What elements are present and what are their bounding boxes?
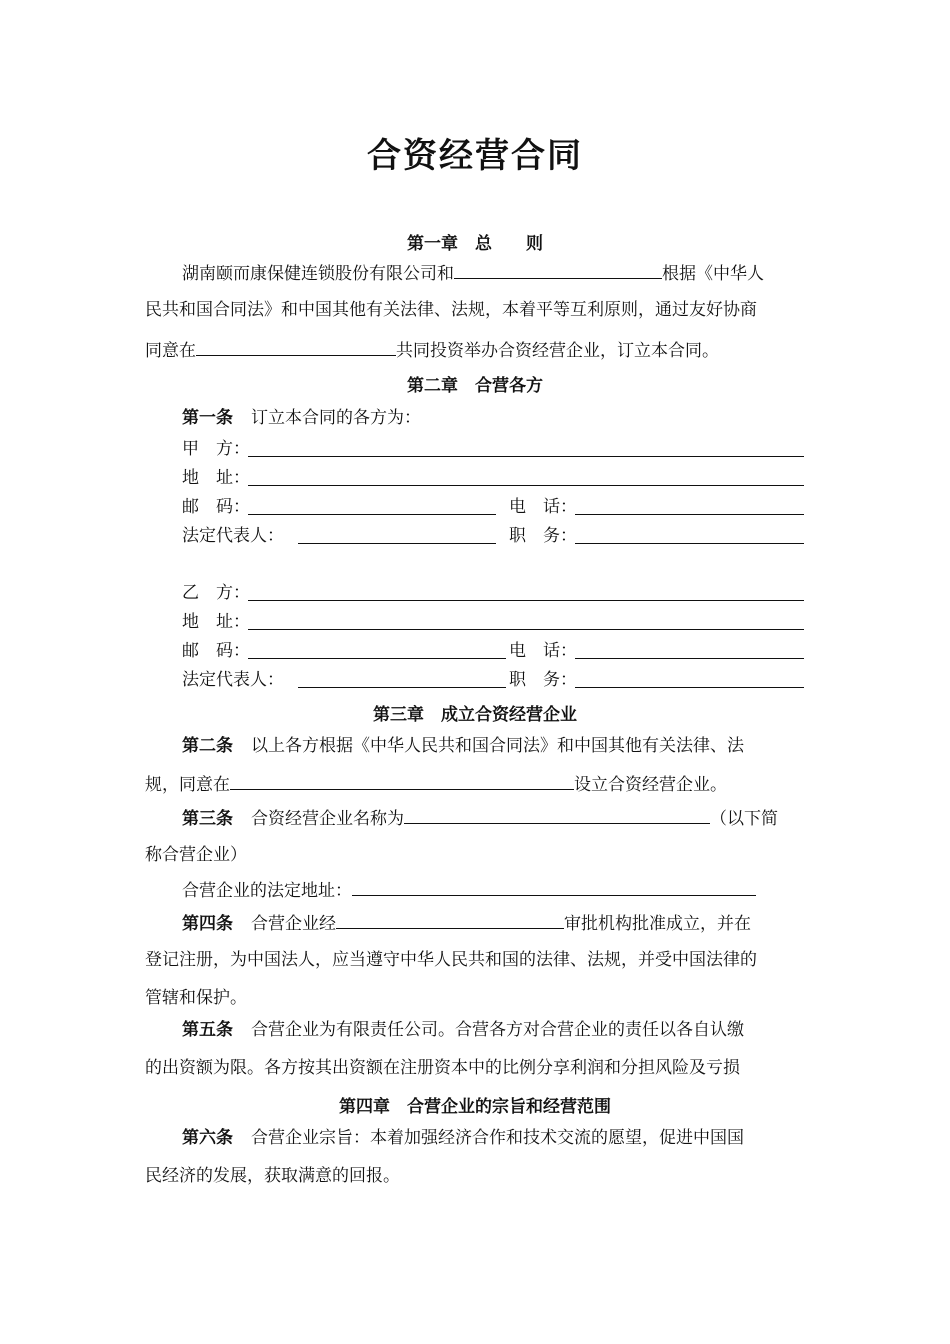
article-3-line-1: 第三条 合资经营企业名称为 （以下简 (182, 805, 778, 831)
party-b-title-label: 职 务： (509, 670, 577, 690)
article-3-line-2: 称合营企业） (145, 845, 247, 865)
document-title: 合资经营合同 (367, 136, 583, 176)
party-b-phone-label: 电 话： (509, 641, 577, 661)
party-b-name-field[interactable] (248, 600, 804, 601)
party-a-name-label: 甲 方： (182, 439, 250, 459)
party-a-phone-field[interactable] (575, 514, 804, 515)
party-b-address-field[interactable] (248, 629, 804, 630)
article-label: 第三条 (182, 809, 233, 829)
approval-authority-blank[interactable] (336, 910, 564, 929)
article-4-line-2: 登记注册，为中国法人，应当遵守中华人民共和国的法律、法规，并受中国法律的 (145, 950, 757, 970)
party-a-title-label: 职 务： (509, 526, 577, 546)
party-b-zip-field[interactable] (248, 658, 506, 659)
article-5-line-1: 第五条 合营企业为有限责任公司。合营各方对合营企业的责任以各自认缴 (182, 1020, 744, 1040)
location-blank[interactable] (196, 337, 396, 356)
intro-line-2: 民共和国合同法》和中国其他有关法律、法规，本着平等互利原则，通过友好协商 (145, 300, 757, 320)
party-a-zip-field[interactable] (248, 514, 496, 515)
chapter-2-heading: 第二章 合营各方 (407, 376, 543, 396)
party-a-address-label: 地 址： (182, 468, 250, 488)
article-label: 第四条 (182, 914, 233, 934)
party-a-rep-label: 法定代表人： (182, 526, 284, 546)
article-label: 第五条 (182, 1020, 233, 1040)
article-5-line-2: 的出资额为限。各方按其出资额在注册资本中的比例分享利润和分担风险及亏损 (145, 1058, 740, 1078)
party-b-zip-label: 邮 码： (182, 641, 250, 661)
article-label: 第六条 (182, 1128, 233, 1148)
article-1: 第一条 订立本合同的各方为： (182, 408, 421, 428)
intro-line-3: 同意在 共同投资举办合资经营企业，订立本合同。 (145, 337, 719, 363)
article-label: 第一条 (182, 408, 233, 428)
party-a-phone-label: 电 话： (509, 497, 577, 517)
party-a-address-field[interactable] (248, 485, 804, 486)
party-b-title-field[interactable] (575, 687, 804, 688)
legal-address-blank[interactable] (352, 877, 756, 896)
article-2-line-2: 规，同意在 设立合资经营企业。 (145, 771, 727, 797)
chapter-3-heading: 第三章 成立合资经营企业 (373, 705, 577, 725)
party-b-address-label: 地 址： (182, 612, 250, 632)
article-4-line-3: 管辖和保护。 (145, 988, 247, 1008)
party-b-rep-field[interactable] (298, 687, 506, 688)
establish-location-blank[interactable] (230, 771, 574, 790)
article-6-line-1: 第六条 合营企业宗旨：本着加强经济合作和技术交流的愿望，促进中国国 (182, 1128, 744, 1148)
article-3-line-3: 合营企业的法定地址： (182, 877, 756, 903)
party-a-title-field[interactable] (575, 543, 804, 544)
party-b-name-label: 乙 方： (182, 583, 250, 603)
article-4-line-1: 第四条 合营企业经 审批机构批准成立，并在 (182, 910, 751, 936)
partner-blank[interactable] (454, 260, 662, 279)
party-a-name-field[interactable] (248, 456, 804, 457)
article-2-line-1: 第二条 以上各方根据《中华人民共和国合同法》和中国其他有关法律、法 (182, 736, 744, 756)
article-6-line-2: 民经济的发展，获取满意的回报。 (145, 1166, 400, 1186)
intro-line-1: 湖南颐而康保健连锁股份有限公司和 根据《中华人 (182, 260, 764, 286)
chapter-4-heading: 第四章 合营企业的宗旨和经营范围 (339, 1097, 611, 1117)
party-a-rep-field[interactable] (298, 543, 496, 544)
chapter-1-heading: 第一章 总 则 (407, 234, 543, 254)
party-a-zip-label: 邮 码： (182, 497, 250, 517)
article-label: 第二条 (182, 736, 233, 756)
enterprise-name-blank[interactable] (404, 805, 710, 824)
party-b-phone-field[interactable] (575, 658, 804, 659)
party-b-rep-label: 法定代表人： (182, 670, 284, 690)
